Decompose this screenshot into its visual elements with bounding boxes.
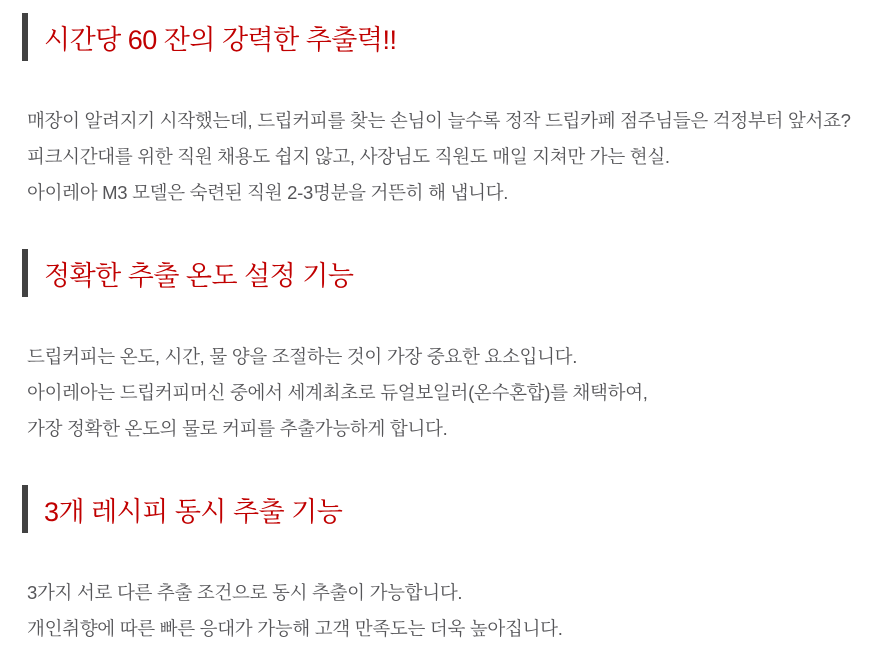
heading-accent-bar (22, 13, 28, 61)
feature-section-triple-recipe (22, 485, 864, 647)
section-paragraph (27, 103, 864, 211)
section-heading-text: 3개 레시피 동시 추출 기능 (44, 496, 343, 527)
section-heading-text: 정확한 추출 온도 설정 기능 (44, 260, 354, 291)
paragraph-line: 3가지 서로 다른 추출 조건으로 동시 추출이 가능합니다. (27, 582, 463, 603)
paragraph-line: 가장 정확한 온도의 물로 커피를 추출가능하게 합니다. (27, 418, 448, 439)
paragraph-line: 피크시간대를 위한 직원 채용도 쉽지 않고, 사장님도 직원도 매일 지쳐만 가는 현실. (27, 146, 670, 167)
section-heading-text: 시간당 60 잔의 강력한 추출력!! (44, 24, 397, 55)
paragraph-line: 드립커피는 온도, 시간, 물 양을 조절하는 것이 가장 중요한 요소입니다. (27, 346, 578, 367)
section-paragraph (27, 575, 864, 647)
section-heading (22, 249, 864, 297)
paragraph-line: 매장이 알려지기 시작했는데, 드립커피를 찾는 손님이 늘수록 정작 드립카페 점주님들은 걱정부터 앞서죠? (27, 110, 851, 131)
paragraph-line: 아이레아 M3 모델은 숙련된 직원 2-3명분을 거뜬히 해 냅니다. (27, 182, 509, 203)
heading-accent-bar (22, 485, 28, 533)
paragraph-line: 아이레아는 드립커피머신 중에서 세계최초로 듀얼보일러(온수혼합)를 채택하여, (27, 382, 648, 403)
section-heading (22, 13, 864, 61)
feature-section-extraction-power (22, 13, 864, 211)
section-heading (22, 485, 864, 533)
paragraph-line: 개인취향에 따른 빠른 응대가 가능해 고객 만족도는 더욱 높아집니다. (27, 618, 563, 639)
heading-accent-bar (22, 249, 28, 297)
feature-section-temperature-control (22, 249, 864, 447)
section-paragraph (27, 339, 864, 447)
